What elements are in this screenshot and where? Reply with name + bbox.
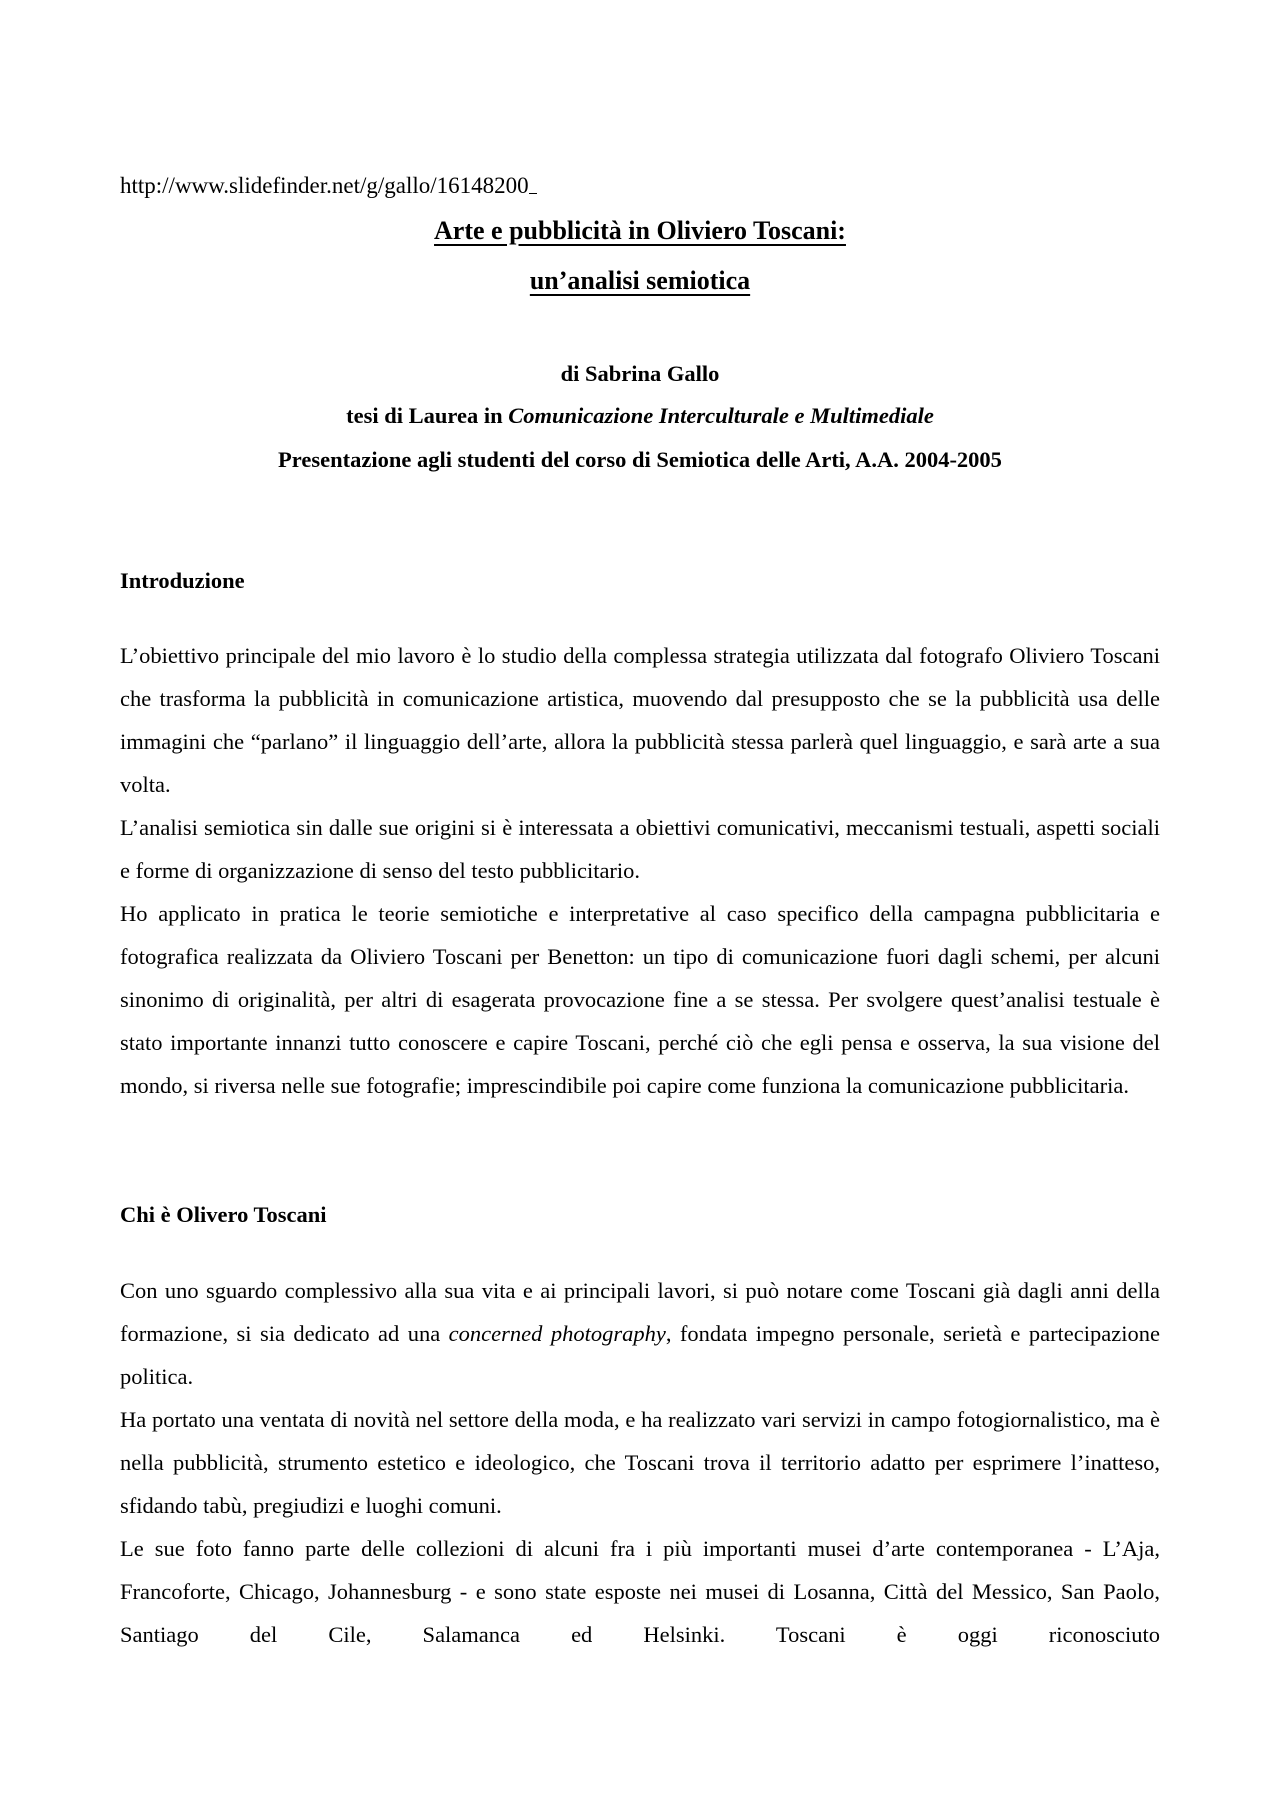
- url-trailing-underline: [529, 171, 537, 194]
- section-body-chi-e-toscani: [120, 1269, 1160, 1656]
- paragraph: Le sue foto fanno parte delle collezioni di alcuni fra i più importanti musei d’arte contemporanea - L’Aja, Francoforte, Chicago, Johannesburg - e sono state esposte nei musei di Losanna, Città del Messico, San Paolo, Santiago del Cile, Salamanca ed Helsinki. Toscani è oggi riconosciuto: [120, 1536, 1160, 1647]
- italic-term: concerned photography: [448, 1321, 666, 1346]
- section-heading-introduzione: Introduzione: [120, 568, 245, 593]
- section-heading-chi-e-toscani: Chi è Olivero Toscani: [120, 1202, 327, 1227]
- section-body-introduzione: [120, 634, 1160, 1107]
- paragraph: Con uno sguardo complessivo alla sua vita e ai principali lavori, si può notare come Toscani già dagli anni della formazione, si sia dedicato ad una concerned photography, fondata impegno personale, serietà e partecipazione politica.: [120, 1278, 1160, 1389]
- paragraph: Ho applicato in pratica le teorie semiotiche e interpretative al caso specifico della campagna pubblicitaria e fotografica realizzata da Oliviero Toscani per Benetton: un tipo di comunicazione fuori dagli schemi, per alcuni sinonimo di originalità, per altri di esagerata provocazione fine a se stessa. Per svolgere quest’analisi testuale è stato importante innanzi tutto conoscere e capire Toscani, perché ciò che egli pensa e osserva, la sua visione del mondo, si riversa nelle sue fotografie; imprescindibile poi capire come funziona la comunicazione pubblicitaria.: [120, 901, 1160, 1098]
- paragraph: Ha portato una ventata di novità nel settore della moda, e ha realizzato vari servizi in campo fotogiornalistico, ma è nella pubblicità, strumento estetico e ideologico, che Toscani trova il territorio adatto per esprimere l’inatteso, sfidando tabù, pregiudizi e luoghi comuni.: [120, 1407, 1160, 1518]
- source-url: [120, 171, 537, 201]
- document-title-line-2: un’analisi semiotica: [529, 266, 751, 295]
- author-line: di Sabrina Gallo: [560, 361, 720, 386]
- thesis-line: [0, 401, 1280, 431]
- presentation-line: Presentazione agli studenti del corso di Semiotica delle Arti, A.A. 2004-2005: [278, 447, 1002, 472]
- paragraph: L’analisi semiotica sin dalle sue origini si è interessata a obiettivi comunicativi, meccanismi testuali, aspetti sociali e forme di organizzazione di senso del testo pubblicitario.: [120, 815, 1160, 883]
- paragraph: L’obiettivo principale del mio lavoro è lo studio della complessa strategia utilizzata dal fotografo Oliviero Toscani che trasforma la pubblicità in comunicazione artistica, muovendo dal presupposto che se la pubblicità usa delle immagini che “parlano” il linguaggio dell’arte, allora la pubblicità stessa parlerà quel linguaggio, e sarà arte a sua volta.: [120, 643, 1160, 797]
- document-title-line-1: Arte e pubblicità in Oliviero Toscani:: [434, 216, 846, 245]
- thesis-subject: Comunicazione Interculturale e Multimediale: [508, 403, 934, 428]
- source-url-text: http://www.slidefinder.net/g/gallo/16148200: [120, 173, 529, 198]
- thesis-prefix: tesi di Laurea in: [346, 403, 509, 428]
